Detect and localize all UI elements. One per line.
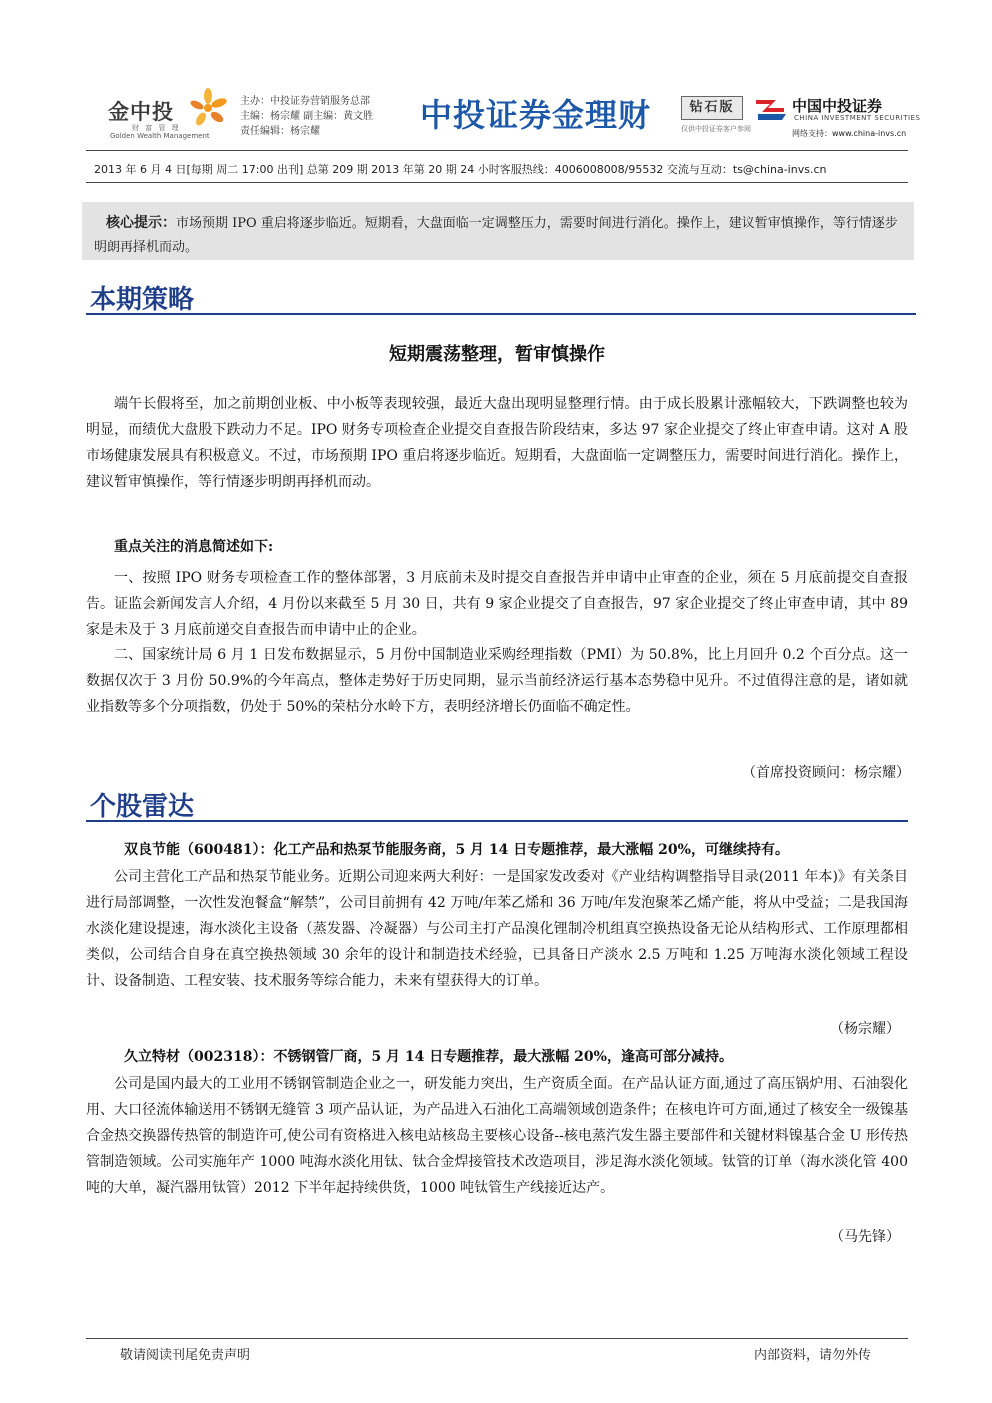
editors-line: 主编：杨宗耀 副主编：黄文胜 — [240, 111, 374, 122]
publication-title: 中投证券金理财 — [420, 96, 652, 134]
golden-wealth-logo — [104, 88, 230, 142]
section-heading-strategy: 本期策略 — [90, 285, 195, 315]
masthead-rule-top — [86, 150, 908, 151]
core-tip-box — [82, 202, 914, 260]
strategy-paragraph-1: 端午长假将至，加之前期创业板、中小板等表现较强，最近大盘出现明显整理行情。由于成长股累计涨幅较大，下跌调整也较为明显，而绩优大盘股下跌动力不足。IPO 财务专项检查企业提交自查报告阶段结束，多达 97 家企业提交了终止审查申请。这对 A 股市场健康发展具有积极意义。不过，市场预期 IPO 重启将逐步临近。短期看，大盘面临一定调整压力，需要时间进行消化。操作上，建议暂审慎操作，等行情逐步明朗再择机而动。 — [86, 396, 908, 490]
stock-1-headline: 双良节能（600481）：化工产品和热泵节能服务商，5 月 14 日专题推荐，最大涨幅 20%，可继续持有。 — [124, 842, 789, 858]
flower-logo-icon — [188, 88, 228, 128]
responsible-editor-line: 责任编辑：杨宗耀 — [240, 126, 320, 137]
section-heading-radar: 个股雷达 — [90, 792, 195, 822]
company-website: 网络支持：www.china-invs.cn — [792, 129, 907, 138]
masthead-rule-bottom — [86, 182, 908, 183]
article-title: 短期震荡整理，暂审慎操作 — [389, 344, 605, 365]
core-tip — [94, 211, 902, 260]
section-rule-strategy — [86, 313, 916, 315]
logo-text: 金中投 — [108, 100, 174, 124]
core-tip-label: 核心提示： — [106, 215, 176, 231]
footer-disclaimer-note: 敬请阅读刊尾免责声明 — [120, 1348, 251, 1363]
logo-subtitle-en: Golden Wealth Management — [110, 132, 210, 140]
news-subheading: 重点关注的消息简述如下: — [114, 539, 274, 555]
footer-internal-note: 内部资料，请勿外传 — [754, 1348, 872, 1363]
news-item-1: 一、按照 IPO 财务专项检查工作的整体部署，3 月底前未及时提交自查报告并申请中止审查的企业，须在 5 月底前提交自查报告。证监会新闻发言人介绍，4 月份以来截至 5 月 30 日，共有 9 家企业提交了自查报告，97 家企业提交了终止审查申请，其中 89 家是未及于 3 月底前递交自查报告而申请中止的企业。 — [86, 570, 908, 638]
edition-note: 仅供中投证券客户参阅 — [681, 125, 751, 133]
company-name: 中国中投证券 — [792, 97, 883, 115]
footer-rule — [86, 1338, 908, 1339]
issue-info-line: 2013 年 6 月 4 日[每期 周二 17:00 出刊] 总第 209 期 2013 年第 20 期 24 小时客服热线：4006008008/95532 交流与互动：ts@china-invs.cn — [94, 163, 827, 176]
stock-2-headline: 久立特材（002318）：不锈钢管厂商，5 月 14 日专题推荐，最大涨幅 20%，逢高可部分减持。 — [124, 1049, 733, 1065]
stock-2-byline: （马先锋） — [830, 1229, 900, 1245]
masthead-credits — [240, 94, 373, 139]
edition-badge: 钻石版 — [681, 96, 743, 120]
host-line: 主办：中投证券营销服务总部 — [240, 96, 370, 107]
news-item-2: 二、国家统计局 6 月 1 日发布数据显示，5 月份中国制造业采购经理指数（PMI）为 50.8%，比上月回升 0.2 个百分点。这一数据仅次于 3 月份 50.9%的今年高点，整体走势好于历史同期，显示当前经济运行基本态势稳中见升。不过值得注意的是，诸如就业指数等多个分项指数，仍处于 50%的荣枯分水岭下方，表明经济增长仍面临不确定性。 — [86, 647, 908, 715]
logo-subtitle-cn: 财 富 管 理 — [132, 124, 181, 132]
stock-2-body: 公司是国内最大的工业用不锈钢管制造企业之一，研发能力突出，生产资质全面。在产品认证方面,通过了高压锅炉用、石油裂化用、大口径流体输送用不锈钢无缝管 3 项产品认证，为产品进入石油化工高端领域创造条件；在核电许可方面,通过了核安全一级镍基合金热交换器传热管的制造许可,使公司有资格进入核电站核岛主要核心设备--核电蒸汽发生器主要部件和关键材料镍基合金 U 形传热管制造领域。公司实施年产 1000 吨海水淡化用钛、钛合金焊接管技术改造项目，涉足海水淡化领域。钛管的订单（海水淡化管 400 吨的大单，凝汽器用钛管）2012 下半年起持续供货，1000 吨钛管生产线接近达产。 — [86, 1076, 908, 1196]
strategy-byline: （首席投资顾问：杨宗耀） — [742, 765, 910, 781]
company-name-en: CHINA INVESTMENT SECURITIES — [794, 114, 921, 122]
section-rule-radar — [86, 820, 908, 822]
core-tip-text: 市场预期 IPO 重启将逐步临近。短期看，大盘面临一定调整压力，需要时间进行消化。操作上，建议暂审慎操作，等行情逐步明朗再择机而动。 — [94, 216, 898, 255]
stock-1-body: 公司主营化工产品和热泵节能业务。近期公司迎来两大利好：一是国家发改委对《产业结构调整指导目录(2011 年本)》有关条目进行局部调整，一次性发泡餐盒“解禁”，公司目前拥有 42 万吨/年苯乙烯和 36 万吨/年发泡聚苯乙烯产能，将从中受益；二是我国海水淡化建设提速，海水淡化主设备（蒸发器、冷凝器）与公司主打产品溴化锂制冷机组真空换热设备无论从结构形式、工作原理都相类似，公司结合自身在真空换热领域 30 余年的设计和制造技术经验，已具备日产淡水 2.5 万吨和 1.25 万吨海水淡化领域工程设计、设备制造、工程安装、技术服务等综合能力，未来有望获得大的订单。 — [86, 869, 908, 989]
stock-1-byline: （杨宗耀） — [830, 1021, 900, 1037]
cis-logo-icon — [754, 96, 788, 122]
